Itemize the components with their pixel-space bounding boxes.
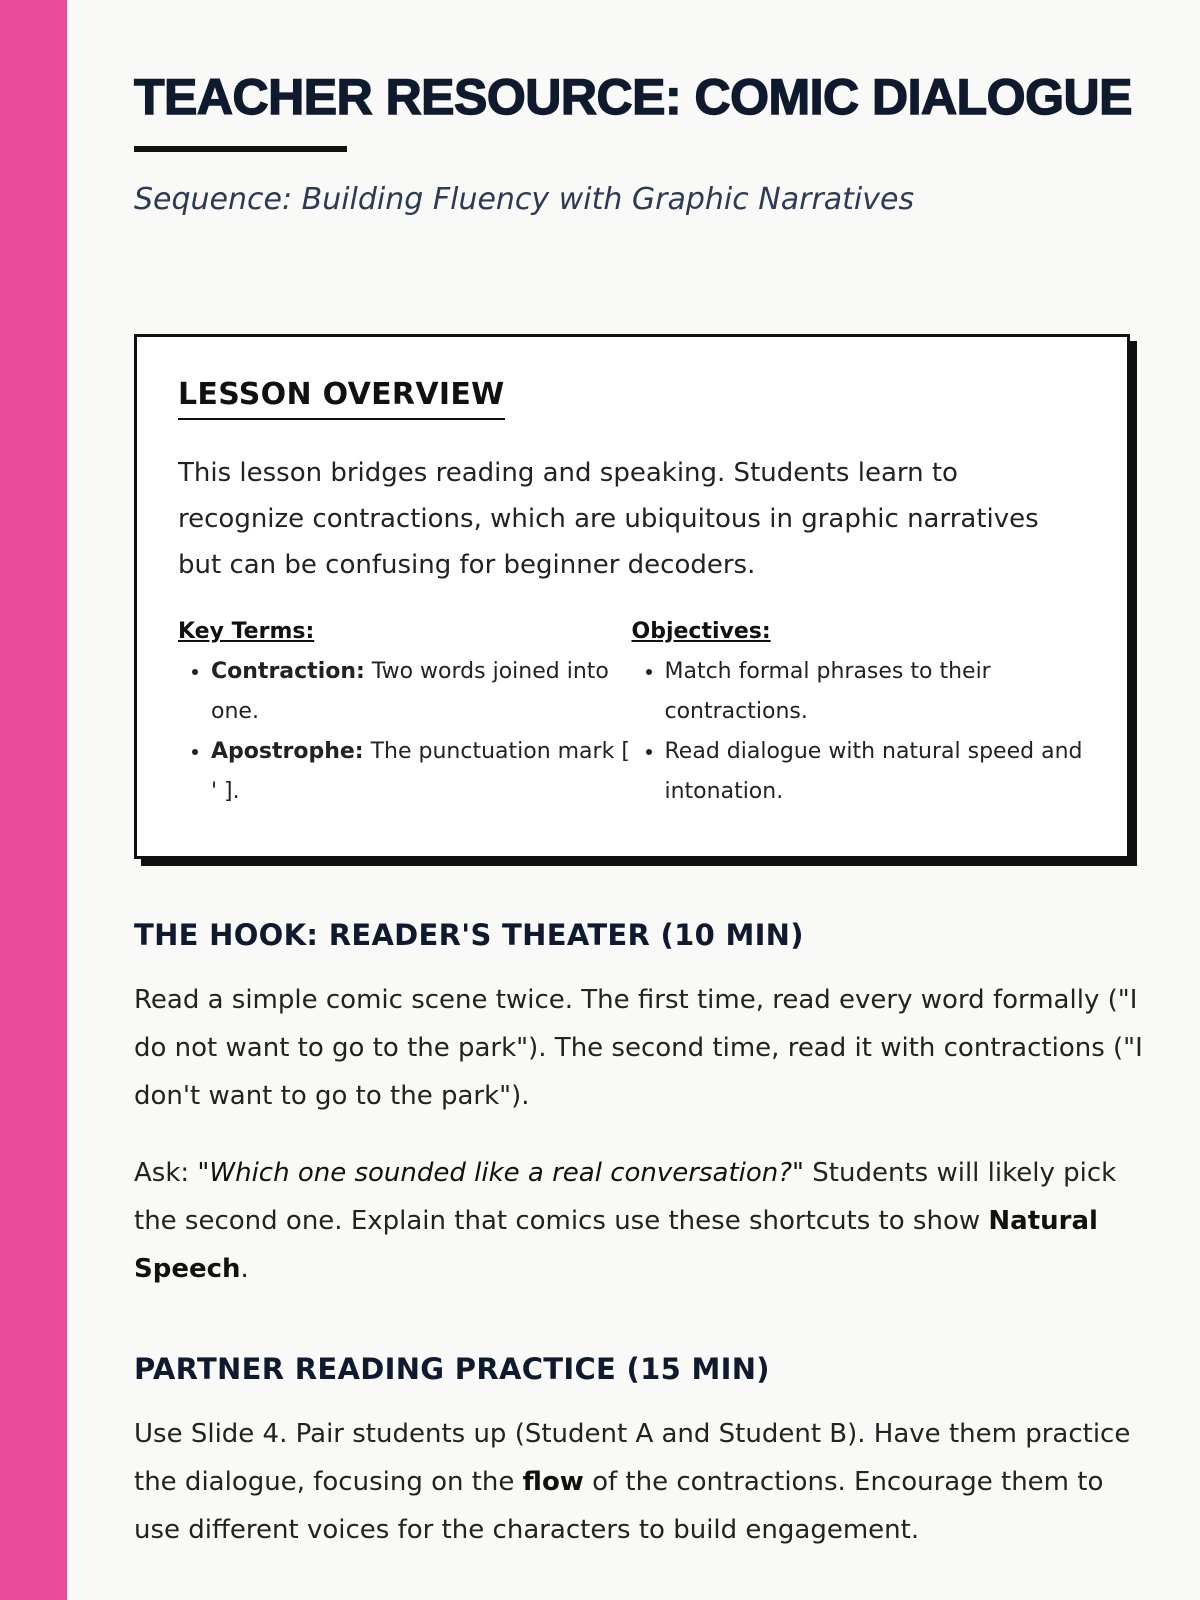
objectives-heading: Objectives: [631,619,771,644]
list-item: • Match formal phrases to their contractions. [665,652,1086,732]
objectives-list [632,652,1086,812]
left-accent-stripe [0,0,67,1600]
key-terms-heading: Key Terms: [178,619,315,644]
list-item [211,732,632,812]
term-label: Apostrophe: [211,739,364,764]
overview-columns [178,612,1085,812]
partner-heading: PARTNER READING PRACTICE (15 MIN) [134,1352,770,1386]
page-title: TEACHER RESOURCE: COMIC DIALOGUE [134,69,1132,125]
partner-paragraph [134,1410,1144,1554]
hook-paragraph-1: Read a simple comic scene twice. The first time, read every word formally ("I do not want to go to the park"). The second time, read it with contractions ("I don't want to go to the park"). [134,985,1143,1111]
lesson-overview-card [134,334,1130,859]
hook-heading: THE HOOK: READER'S THEATER (10 MIN) [134,918,804,952]
overview-text: This lesson bridges reading and speaking. Students learn to recognize contractions, which are ubiquitous in graphic narratives but can be confusing for beginner decoders. [178,458,1039,580]
objectives-column [632,612,1086,812]
ask-middle: Students will likely pick the second one. Explain that comics use these shortcuts to show [134,1158,1117,1236]
natural-speech-term: Natural Speech [134,1206,1098,1284]
ask-quote: "Which one sounded like a real conversation?" [197,1158,805,1188]
term-label: Contraction: [211,659,365,684]
partner-text-start: Use Slide 4. Pair students up (Student A and Student B). Have them practice the dialogue, focusing on the [134,1419,1131,1497]
partner-text-end: of the contractions. Encourage them to use different voices for the characters to build engagement. [134,1467,1104,1545]
term-definition: Two words joined into one. [211,659,609,724]
hook-paragraph-2 [134,1149,1144,1293]
list-item: • Read dialogue with natural speed and intonation. [665,732,1086,812]
flow-term: flow [522,1467,584,1497]
ask-prefix: Ask: [134,1158,198,1188]
ask-end: . [240,1254,249,1284]
overview-heading: LESSON OVERVIEW [178,377,505,420]
title-underline [134,146,347,152]
key-terms-list [178,652,632,812]
page-subtitle: Sequence: Building Fluency with Graphic Narratives [134,182,915,217]
list-item [211,652,632,732]
page-content [134,0,1143,1545]
key-terms-column [178,612,632,812]
term-definition: The punctuation mark [ ' ]. [211,739,630,804]
